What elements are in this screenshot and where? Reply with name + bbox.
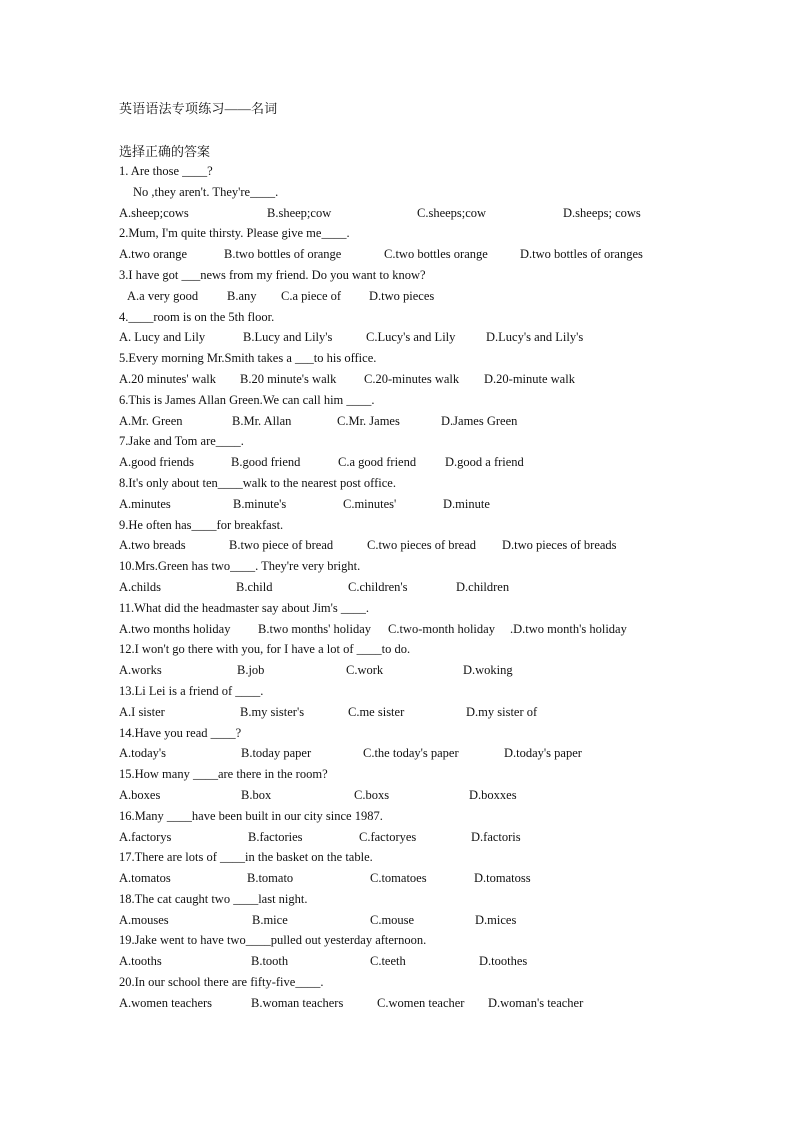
option-a: A.sheep;cows [119,205,189,220]
option-a: A.two orange [119,247,188,262]
options-2 [119,244,719,265]
options-12 [119,660,719,681]
question-17: 17.There are lots of ____in the basket on the table. [119,850,373,865]
option-b: B.two piece of bread [229,538,334,553]
option-b: B.mice [252,912,288,927]
option-b: B.two months' holiday [258,621,372,636]
options-11 [119,619,719,640]
option-b: B.two bottles of orange [224,247,342,262]
option-d: D.factoris [471,829,521,844]
option-b: B.box [241,787,272,802]
option-b: B.20 minute's walk [240,371,337,386]
option-c: C.women teacher [377,995,465,1010]
question-16: 16.Many ____have been built in our city since 1987. [119,808,383,823]
question-6: 6.This is James Allan Green.We can call him ____. [119,392,375,407]
question-14: 14.Have you read ____? [119,725,242,740]
option-b: B.today paper [241,746,312,761]
question-1-response: No ,they aren't. They're____. [133,184,279,199]
options-16 [119,827,719,848]
option-c: C.a good friend [338,455,417,470]
option-a: A.20 minutes' walk [119,371,217,386]
question-4: 4.____room is on the 5th floor. [119,309,275,324]
option-a: A.tomatos [119,871,171,886]
option-a: A. Lucy and Lily [119,330,206,345]
option-a: A.a very good [127,288,199,303]
option-c: C.boxs [354,787,390,802]
option-b: B.Mr. Allan [232,413,292,428]
option-d: D.James Green [441,413,518,428]
option-a: A.childs [119,579,162,594]
option-d: D.good a friend [445,455,524,470]
option-b: B.job [237,663,265,678]
option-d: D.two pieces of breads [502,538,617,553]
question-13: 13.Li Lei is a friend of ____. [119,683,264,698]
question-18: 18.The cat caught two ____last night. [119,891,308,906]
question-12: 12.I won't go there with you, for I have a lot of ____to do. [119,642,411,657]
option-c: C.20-minutes walk [364,371,460,386]
option-d: D.children [456,579,510,594]
option-d: D.minute [443,496,490,511]
option-c: C.sheeps;cow [417,205,487,220]
option-d: D.20-minute walk [484,371,575,386]
question-5: 5.Every morning Mr.Smith takes a ___to his office. [119,351,377,366]
option-a: A.two breads [119,538,186,553]
option-b: B.good friend [231,455,301,470]
question-8: 8.It's only about ten____walk to the nearest post office. [119,475,396,490]
option-b: B.sheep;cow [267,205,332,220]
option-c: C.mouse [370,912,415,927]
option-a: A.today's [119,746,167,761]
question-list [119,161,719,1014]
option-d: D.sheeps; cows [563,205,641,220]
option-d: D.Lucy's and Lily's [486,330,584,345]
options-10 [119,577,719,598]
option-c: C.Lucy's and Lily [366,330,456,345]
options-17 [119,868,719,889]
option-c: C.factoryes [359,829,417,844]
option-d: D.my sister of [466,704,538,719]
option-c: C.me sister [348,704,405,719]
options-1 [119,203,719,224]
options-8 [119,494,719,515]
option-d: D.tomatoss [474,871,531,886]
question-11: 11.What did the headmaster say about Jim's ____. [119,600,369,615]
option-a: A.I sister [119,704,165,719]
option-a: A.works [119,663,162,678]
option-a: A.factorys [119,829,172,844]
option-b: B.minute's [233,496,287,511]
option-c: C.two bottles orange [384,247,488,262]
question-2: 2.Mum, I'm quite thirsty. Please give me____. [119,226,350,241]
option-a: A.women teachers [119,995,213,1010]
options-4 [119,327,719,348]
option-c: C.children's [348,579,408,594]
option-b: B.child [236,579,273,594]
options-3 [119,286,719,307]
option-d: D.woman's teacher [488,995,584,1010]
option-c: C.teeth [370,954,406,969]
option-c: C.minutes' [343,496,397,511]
option-d: D.boxxes [469,787,517,802]
question-3: 3.I have got ___news from my friend. Do you want to know? [119,267,426,282]
options-15 [119,785,719,806]
option-b: B.woman teachers [251,995,344,1010]
options-19 [119,951,719,972]
option-c: C.the today's paper [363,746,459,761]
options-14 [119,743,719,764]
question-19: 19.Jake went to have two____pulled out yesterday afternoon. [119,933,427,948]
option-a: A.Mr. Green [119,413,183,428]
option-b: B.my sister's [240,704,305,719]
options-9 [119,535,719,556]
question-9: 9.He often has____for breakfast. [119,517,284,532]
page-title: 英语语法专项练习——名词 [119,101,278,116]
option-a: A.boxes [119,787,161,802]
option-d: D.two bottles of oranges [520,247,643,262]
option-b: B.tooth [251,954,289,969]
option-c: C.two pieces of bread [367,538,476,553]
question-10: 10.Mrs.Green has two____. They're very bright. [119,559,361,574]
options-18 [119,910,719,931]
question-1: 1. Are those ____? [119,164,213,178]
option-d: D.mices [475,912,517,927]
options-20 [119,993,719,1014]
options-13 [119,702,719,723]
option-c: C.tomatoes [370,871,427,886]
option-a: A.minutes [119,496,171,511]
option-a: A.good friends [119,455,194,470]
option-b: B.any [227,288,257,303]
option-d: D.woking [463,663,513,678]
option-c: C.a piece of [281,288,342,303]
option-d: D.two pieces [369,288,435,303]
option-a: A.two months holiday [119,621,231,636]
options-6 [119,411,719,432]
question-7: 7.Jake and Tom are____. [119,434,244,449]
question-20: 20.In our school there are fifty-five____. [119,975,324,990]
options-7 [119,452,719,473]
option-d: .D.two month's holiday [510,621,627,636]
option-d: D.today's paper [504,746,582,761]
question-15: 15.How many ____are there in the room? [119,767,328,782]
option-b: B.Lucy and Lily's [243,330,333,345]
options-5 [119,369,719,390]
option-a: A.tooths [119,954,162,969]
section-heading: 选择正确的答案 [119,144,211,159]
option-c: C.work [346,663,384,678]
option-d: D.toothes [479,954,528,969]
option-c: C.Mr. James [337,413,400,428]
option-b: B.factories [248,829,303,844]
option-c: C.two-month holiday [388,621,495,636]
option-a: A.mouses [119,912,169,927]
option-b: B.tomato [247,871,294,886]
